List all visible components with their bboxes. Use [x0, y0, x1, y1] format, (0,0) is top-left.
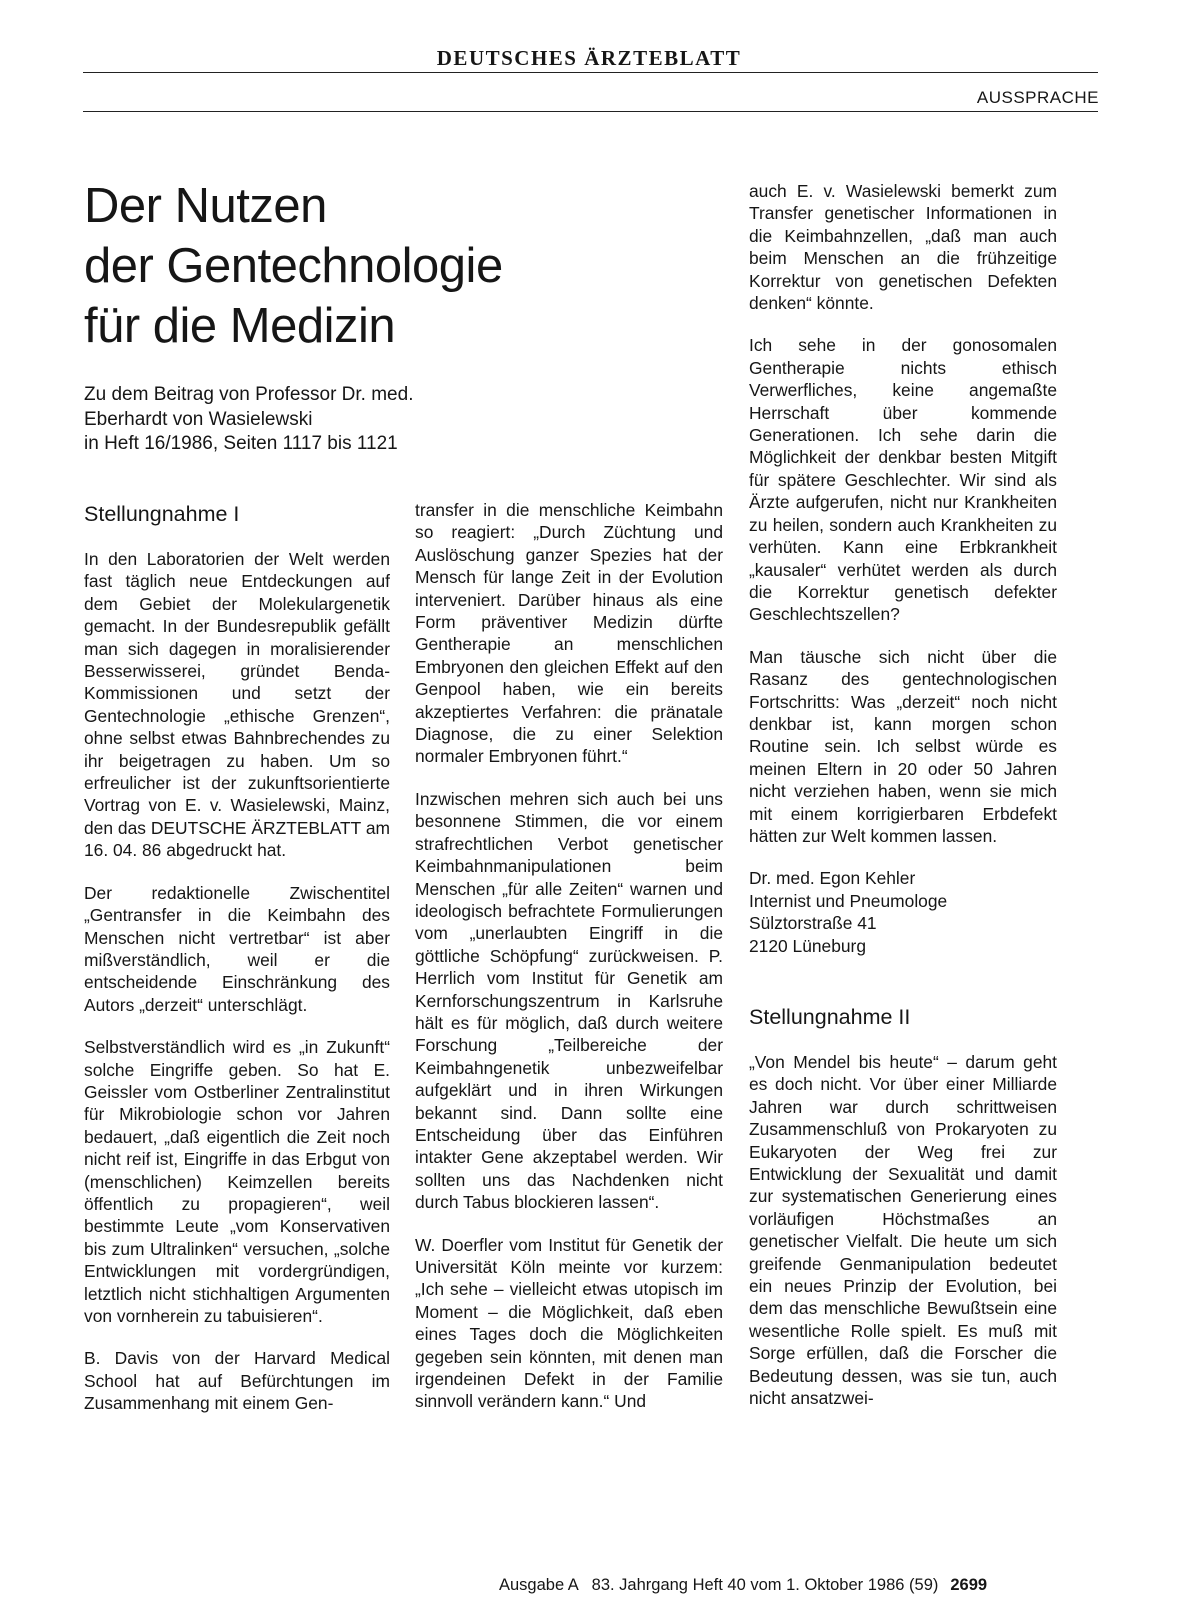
masthead-rule — [83, 72, 1098, 73]
section-heading-1: Stellungnahme I — [84, 502, 240, 526]
paragraph: Inzwischen mehren sich auch bei uns besonnene Stimmen, die vor einem strafrechtlichen Verbot genetischer Keimbahnmanipulationen beim Menschen „für alle Zeiten“ warnen und ideologisch befrachtete Formulierungen vom „unerlaubten Eingriff in die göttliche Schöpfung“ zurückweisen. P. Herrlich vom Institut für Genetik am Kernforschungszentrum in Karlsruhe hält es für möglich, daß durch weitere Forschung „Teilbereiche der Keimbahngenetik unbezweifelbar aufgeklärt und in ihren Wirkungen bekannt sind. Dann sollte eine Entscheidung über das Einführen intakter Gene akzeptabel werden. Wir sollten uns das Nachdenken nicht durch Tabus blockieren lassen“. — [415, 788, 723, 1213]
title-line: für die Medizin — [84, 299, 396, 353]
paragraph: Ich sehe in der gonosomalen Gentherapie nichts ethisch Verwerfliches, keine angemaßte Herrschaft über kommende Generationen. Ich sehe darin die Möglichkeit der denkbar besten Mitgift für spätere Geschlechter. Wir sind als Ärzte aufgerufen, nicht nur Krankheiten zu heilen, sondern auch Krankheiten zu verhüten. Kann eine Erbkrankheit „kausaler“ verhütet werden als durch die Korrektur genetisch defekter Geschlechtszellen? — [749, 335, 1057, 625]
page-footer — [499, 1576, 987, 1595]
section-label: AUSSPRACHE — [976, 88, 1099, 107]
subtitle-line: Zu dem Beitrag von Professor Dr. med. — [84, 384, 414, 405]
column-3 — [749, 180, 1057, 1430]
signature-line: Sülztorstraße 41 — [749, 913, 877, 934]
column-1 — [84, 500, 390, 1435]
author-signature — [749, 867, 1057, 957]
issue-citation: Ausgabe A 83. Jahrgang Heft 40 vom 1. Oktober 1986 (59) — [499, 1576, 939, 1594]
signature-line: Dr. med. Egon Kehler — [749, 868, 916, 889]
page-number: 2699 — [950, 1576, 988, 1594]
paragraph: Man täusche sich nicht über die Rasanz des gentechnologischen Fortschritts: Was „derzeit“ noch nicht denkbar ist, kann morgen schon Routine sein. Ich selbst würde es meinen Eltern in 20 oder 50 Jahren nicht verziehen haben, wenn sie mich mit einem korrigierbaren Erbdefekt hätten zur Welt kommen lassen. — [749, 646, 1057, 846]
paragraph: transfer in die menschliche Keimbahn so reagiert: „Durch Züchtung und Auslöschung ganzer Spezies hat der Mensch für lange Zeit in der Evolution interveniert. Darüber hinaus als eine Form präventiver Medizin dürfte Gentherapie an menschlichen Embryonen den gleichen Effekt auf den Genpool haben, wie ein bereits akzeptiertes Verfahren: die pränatale Diagnose, die zu einer Selektion normaler Embryonen führt.“ — [415, 500, 723, 767]
signature-line: Internist und Pneumologe — [749, 890, 948, 911]
paragraph: auch E. v. Wasielewski bemerkt zum Transfer genetischer Informationen in die Keimbahnzellen, „daß man auch beim Menschen an die frühzeitige Korrektur von genetischen Defekten denken“ könnte. — [749, 181, 1057, 314]
signature-line: 2120 Lüneburg — [749, 935, 867, 956]
title-line: Der Nutzen — [84, 179, 327, 233]
paragraph: „Von Mendel bis heute“ – darum geht es doch nicht. Vor über einer Milliarde Jahren war durch schrittweisen Zusammenschluß von Prokaryoten zu Eukaryoten der Weg frei zur Entwicklung der Sexualität und damit zur systematischen Generierung eines vorläufigen Höchstmaßes an genetischer Vielfalt. Die heute um sich greifende Genmanipulation bedeutet ein neues Prinzip der Evolution, bei dem das menschliche Bewußtsein eine wesentliche Rolle spielt. Es muß mit Sorge erfüllen, daß die Forscher die Bedeutung dessen, was sie tun, auch nicht ansatzwei- — [749, 1052, 1057, 1409]
paragraph: Selbstverständlich wird es „in Zukunft“ solche Eingriffe geben. So hat E. Geissler vom Ostberliner Zentralinstitut für Mikrobiologie schon vor Jahren bedauert, „daß eigentlich die Zeit noch nicht reif ist, Eingriffe in das Erbgut von (menschlichen) Keimzellen bereits öffentlich zu propagieren“, weil bestimmte Leute „vom Konservativen bis zum Ultralinken“ versuchen, „solche Entwicklungen mit vordergründigen, letztlich nicht stichhaltigen Argumenten von vornherein zu tabuisieren“. — [84, 1037, 390, 1326]
title-line: der Gentechnologie — [84, 239, 503, 293]
article-title — [84, 176, 503, 356]
section-heading-2: Stellungnahme II — [749, 1005, 911, 1029]
subtitle-line: in Heft 16/1986, Seiten 1117 bis 1121 — [84, 433, 398, 454]
subtitle-line: Eberhardt von Wasielewski — [84, 408, 313, 430]
paragraph: W. Doerfler vom Institut für Genetik der Universität Köln meinte vor kurzem: „Ich sehe – vielleicht etwas utopisch im Moment – die Möglichkeit, daß eben eines Tages doch die Möglichkeiten gegeben sein könnten, mit denen man irgendeinen Defekt in der Familie sinnvoll verändern kann.“ Und — [415, 1234, 723, 1412]
column-2 — [415, 499, 723, 1433]
paragraph: B. Davis von der Harvard Medical School hat auf Befürchtungen im Zusammenhang mit einem Gen- — [84, 1348, 390, 1414]
article-subtitle — [84, 383, 413, 457]
paragraph: In den Laboratorien der Welt werden fast täglich neue Entdeckungen auf dem Gebiet der Molekulargenetik gemacht. In der Bundesrepublik gefällt man sich dagegen in moralisierender Besserwisserei, gründet Benda-Kommissionen und setzt der Gentechnologie „ethische Grenzen“, ohne selbst etwas Bahnbrechendes zu ihr beigetragen zu haben. Um so erfreulicher ist der zukunftsorientierte Vortrag von E. v. Wasielewski, Mainz, den das DEUTSCHE ÄRZTEBLATT am 16. 04. 86 abgedruckt hat. — [84, 549, 390, 861]
masthead: DEUTSCHES ÄRZTEBLATT — [436, 46, 742, 70]
section-rule — [83, 111, 1098, 112]
paragraph: Der redaktionelle Zwischentitel „Gentransfer in die Keimbahn des Menschen nicht vertretbar“ ist aber mißverständlich, weil er die entscheidende Einschränkung des Autors „derzeit“ unterschlägt. — [84, 882, 390, 1015]
